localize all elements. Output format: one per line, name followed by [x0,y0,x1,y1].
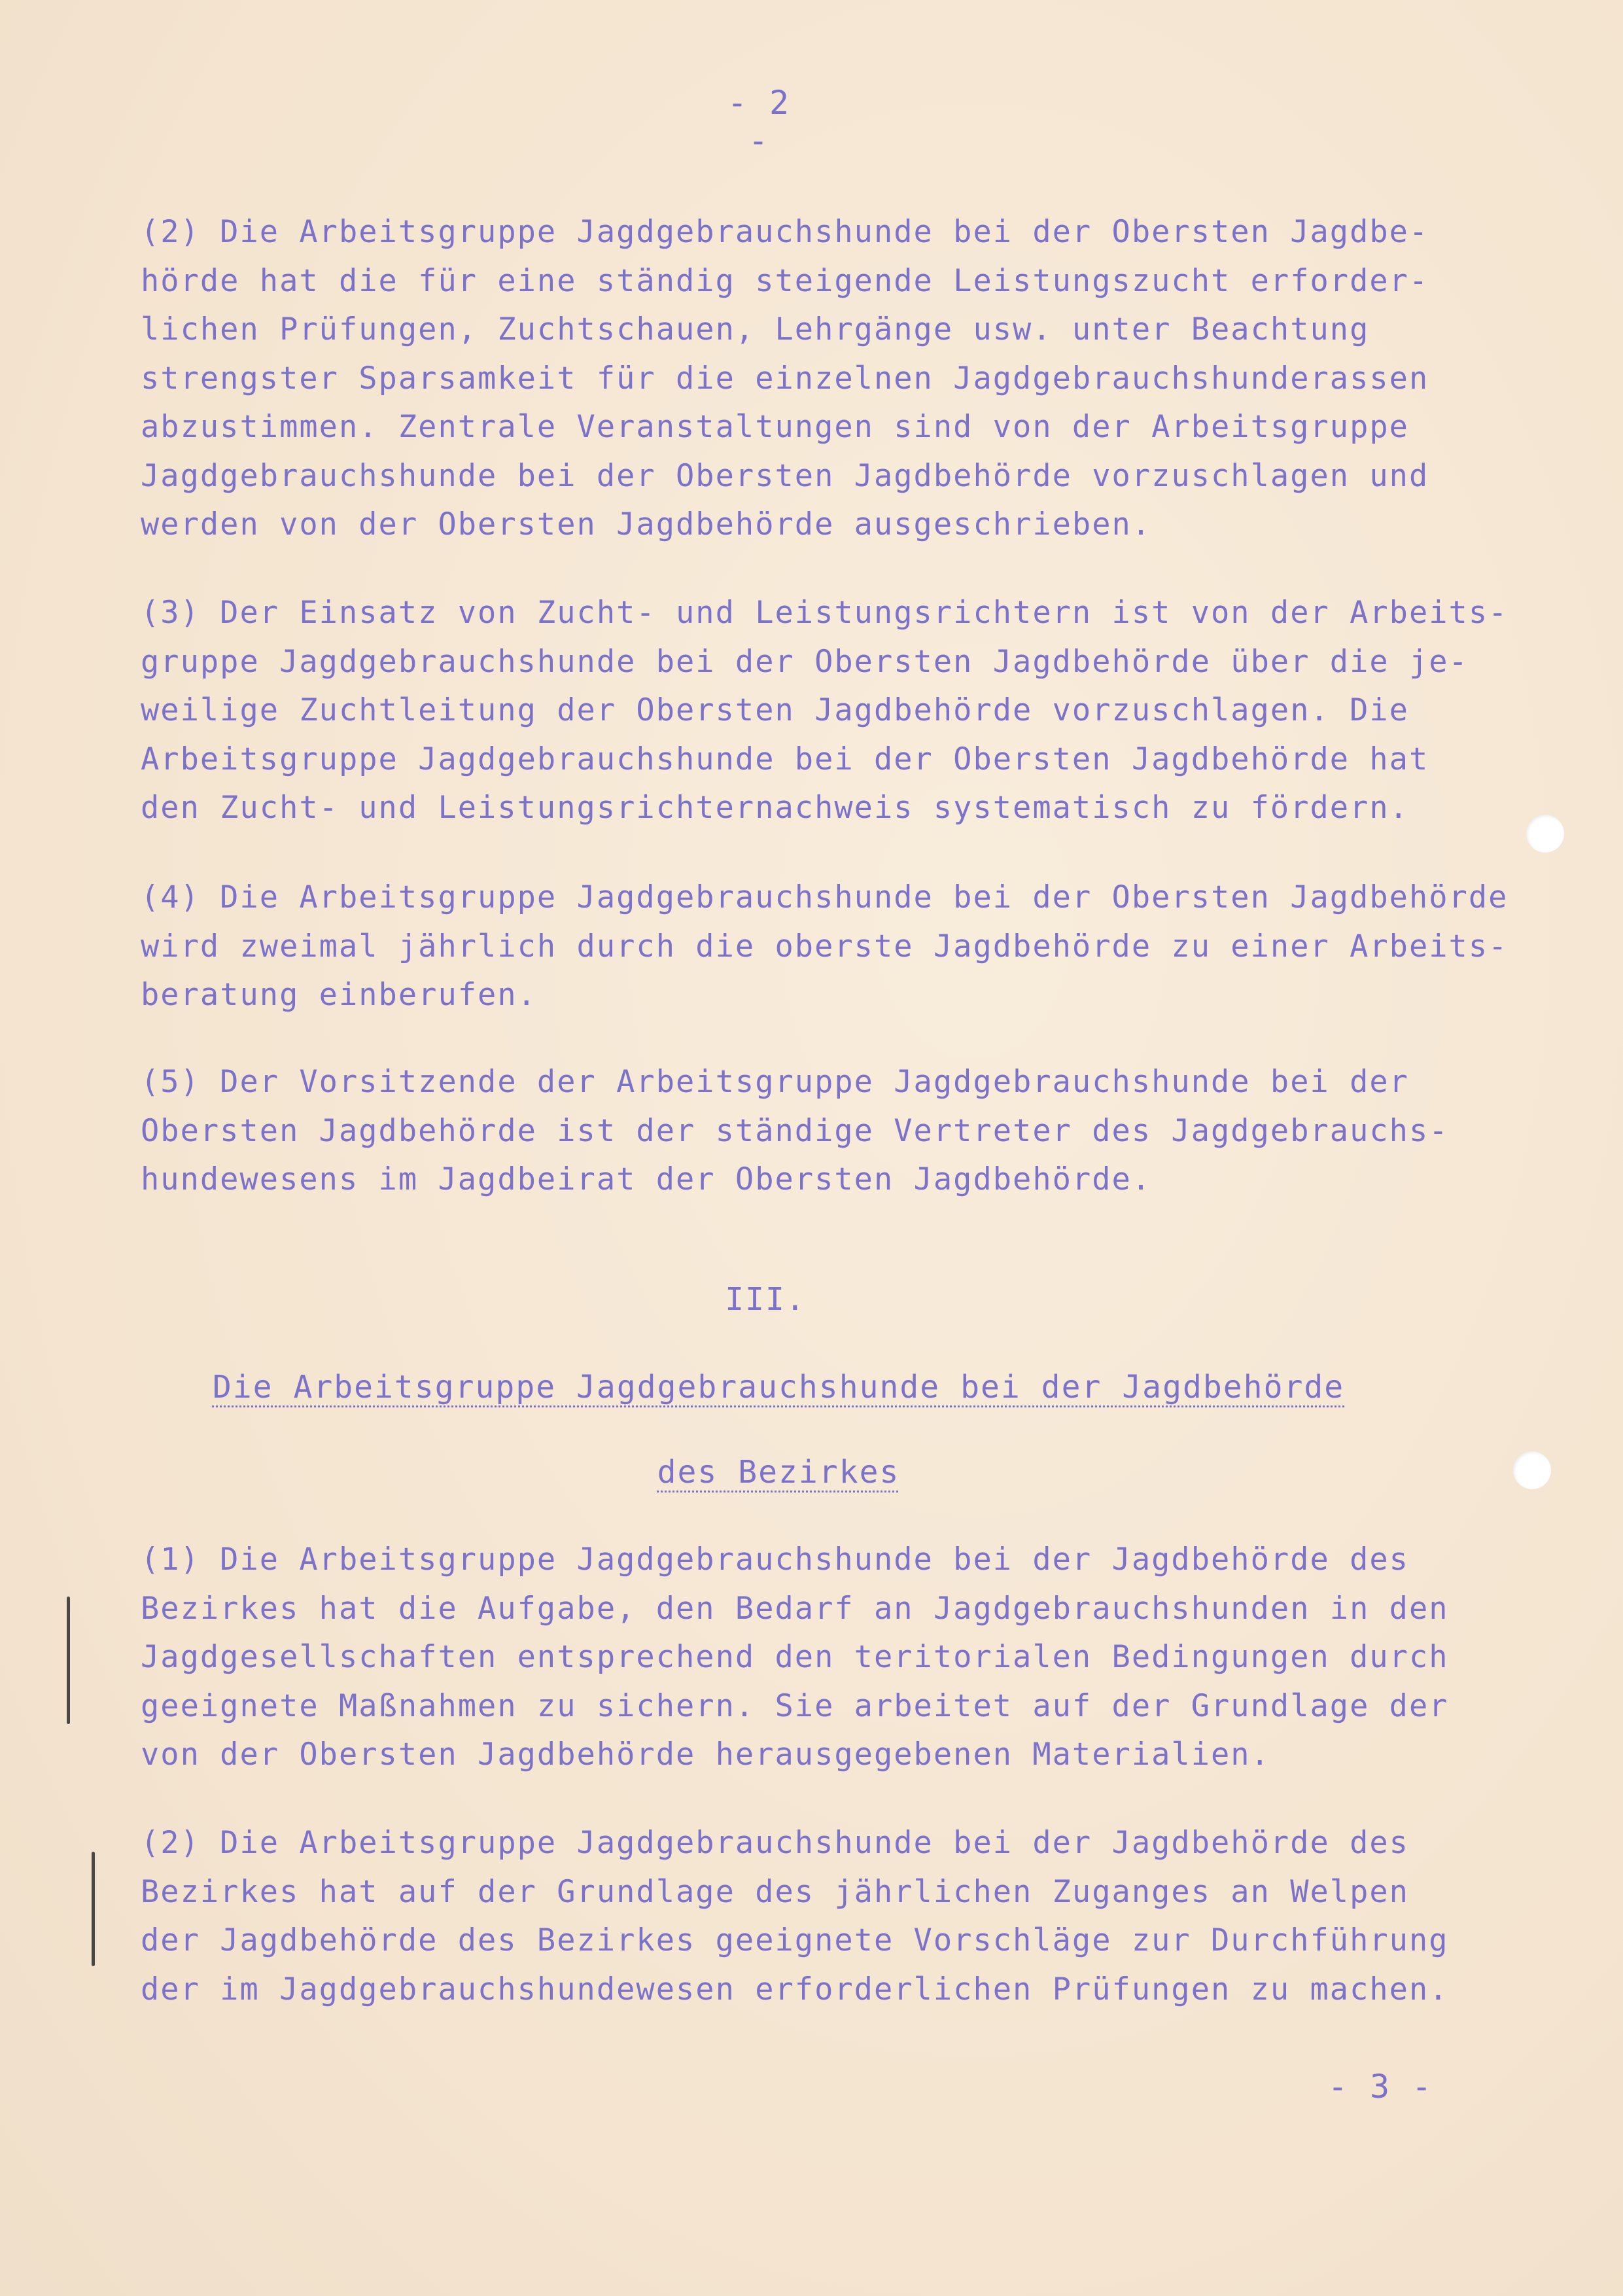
text-line: abzustimmen. Zentrale Veranstaltungen sind von der Arbeitsgruppe [141,409,1409,445]
paragraph-3 [141,589,1509,833]
text-line: Obersten Jagdbehörde ist der ständige Vertreter des Jagdgebrauchs- [141,1112,1449,1149]
paragraph-5 [141,1058,1501,1205]
section-paragraph-2 [141,1819,1501,2014]
section-title-line-1: Die Arbeitsgruppe Jagdgebrauchshunde bei der Jagdbehörde [212,1369,1345,1405]
margin-mark [67,1597,70,1724]
text-line: der im Jagdgebrauchshundewesen erforderlichen Prüfungen zu machen. [141,1971,1449,2007]
section-title-line-2: des Bezirkes [657,1454,900,1491]
text-line: strengster Sparsamkeit für die einzelnen Jagdgebrauchshunderassen [141,360,1429,397]
text-line: geeignete Maßnahmen zu sichern. Sie arbeitet auf der Grundlage der [141,1687,1449,1724]
text-line: lichen Prüfungen, Zuchtschauen, Lehrgänge usw. unter Beachtung [141,311,1370,347]
text-line: wird zweimal jährlich durch die oberste Jagdbehörde zu einer Arbeits- [141,928,1509,964]
page-number: - 2 - [727,84,791,160]
text-line: (4) Die Arbeitsgruppe Jagdgebrauchshunde bei der Obersten Jagdbehörde [141,879,1509,915]
text-line: (2) Die Arbeitsgruppe Jagdgebrauchshunde bei der Obersten Jagdbe- [141,214,1429,250]
text-line: (3) Der Einsatz von Zucht- und Leistungsrichtern ist von der Arbeits- [141,595,1509,631]
text-line: gruppe Jagdgebrauchshunde bei der Obersten Jagdbehörde über die je- [141,643,1469,680]
text-line: Jagdgebrauchshunde bei der Obersten Jagdbehörde vorzuschlagen und [141,457,1429,494]
text-line: werden von der Obersten Jagdbehörde ausgeschrieben. [141,506,1152,542]
text-line: beratung einberufen. [141,977,537,1013]
next-page-number: - 3 - [1327,2068,1433,2106]
text-line: hundewesens im Jagdbeirat der Obersten Jagdbehörde. [141,1161,1152,1197]
section-number: III. [725,1281,806,1318]
text-line: den Zucht- und Leistungsrichternachweis systematisch zu fördern. [141,790,1409,826]
text-line: (2) Die Arbeitsgruppe Jagdgebrauchshunde bei der Jagdbehörde des [141,1825,1409,1861]
text-line: (1) Die Arbeitsgruppe Jagdgebrauchshunde bei der Jagdbehörde des [141,1542,1409,1578]
text-line: Bezirkes hat die Aufgabe, den Bedarf an Jagdgebrauchshunden in den [141,1590,1449,1627]
text-line: weilige Zuchtleitung der Obersten Jagdbehörde vorzuschlagen. Die [141,692,1409,728]
paragraph-4 [141,874,1509,1020]
text-line: Bezirkes hat auf der Grundlage des jährlichen Zuganges an Welpen [141,1873,1409,1910]
section-paragraph-1 [141,1536,1501,1780]
text-line: hörde hat die für eine ständig steigende Leistungszucht erforder- [141,262,1429,299]
punch-hole [1513,1451,1551,1489]
text-line: (5) Der Vorsitzende der Arbeitsgruppe Jagdgebrauchshunde bei der [141,1064,1409,1100]
text-line: der Jagdbehörde des Bezirkes geeignete Vorschläge zur Durchführung [141,1922,1449,1958]
text-line: Jagdgesellschaften entsprechend den teritorialen Bedingungen durch [141,1639,1449,1675]
text-line: von der Obersten Jagdbehörde herausgegebenen Materialien. [141,1737,1270,1773]
paragraph-2 [141,208,1501,550]
margin-mark [92,1852,95,1966]
punch-hole [1526,815,1564,853]
text-line: Arbeitsgruppe Jagdgebrauchshunde bei der Obersten Jagdbehörde hat [141,741,1429,777]
